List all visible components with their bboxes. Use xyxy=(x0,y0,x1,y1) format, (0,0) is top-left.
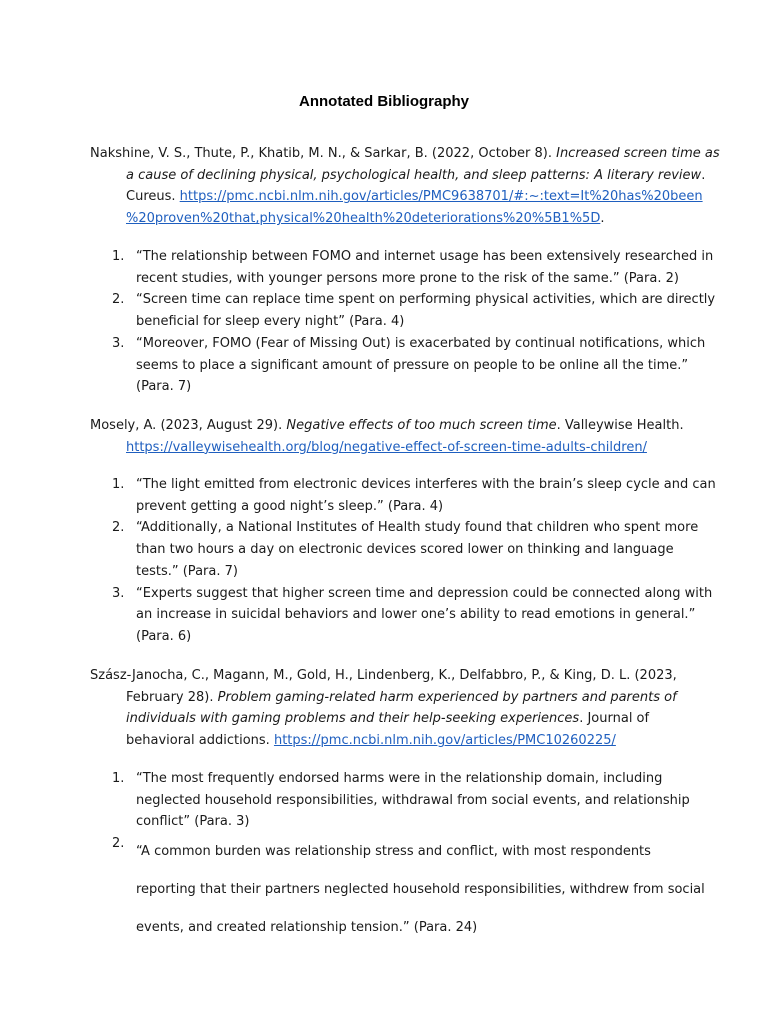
quote-text-line: recent studies, with younger persons more prone to the risk of the same.” (Para. 2) xyxy=(136,270,679,286)
quote-text-line: “Additionally, a National Institutes of Health study found that children who spent more xyxy=(136,520,699,536)
citation-title: individuals with gaming problems and their help-seeking experiences xyxy=(126,711,580,727)
quote-number: 3. xyxy=(112,585,125,601)
citation-entry-3 xyxy=(90,665,680,752)
quote-number: 1. xyxy=(112,249,125,264)
quote-text-line: “Screen time can replace time spent on performing physical activities, which are directly xyxy=(136,292,716,308)
quote-text-line: beneficial for sleep every night” (Para. 4) xyxy=(136,314,405,330)
quote-text-line: conflict” (Para. 3) xyxy=(136,814,250,830)
page-title: Annotated Bibliography xyxy=(299,93,469,110)
quote-text-line: “Moreover, FOMO (Fear of Missing Out) is exacerbated by continual notifications, which xyxy=(136,335,706,351)
citation-line xyxy=(90,687,680,709)
quote-text-line: than two hours a day on electronic devices scored lower on thinking and language xyxy=(136,542,674,558)
quote-number: 2. xyxy=(112,520,125,536)
citation-url-link[interactable]: https://pmc.ncbi.nlm.nih.gov/articles/PMC9638701/#:~:text=It%20has%20been xyxy=(179,189,703,205)
citation-text: Nakshine, V. S., Thute, P., Khatib, M. N., & Sarkar, B. (2022, October 8). xyxy=(90,146,557,161)
quote-text-line: neglected household responsibilities, withdrawal from social events, and relationship xyxy=(136,792,690,808)
quote-text-line: tests.” (Para. 7) xyxy=(136,563,238,579)
citation-line xyxy=(90,415,684,437)
citation-text: behavioral addictions. xyxy=(126,733,274,749)
quote-text-line: “A common burden was relationship stress and conflict, with most respondents xyxy=(136,844,651,860)
citation-text: . xyxy=(701,167,706,183)
citation-text: Cureus. xyxy=(126,189,180,205)
quote-item xyxy=(90,289,716,332)
quote-list-3 xyxy=(90,768,705,947)
citation-text: Szász-Janocha, C., Magann, M., Gold, H., Lindenberg, K., Delfabbro, P., & King, D. L. (2023, xyxy=(90,668,677,683)
quote-number: 3. xyxy=(112,335,125,351)
citation-entry-2 xyxy=(90,415,684,458)
quote-text-line: reporting that their partners neglected household responsibilities, withdrew from social xyxy=(136,882,705,898)
citation-line xyxy=(90,143,720,165)
quote-text-line: (Para. 7) xyxy=(136,379,192,395)
quote-text-line: “The most frequently endorsed harms were in the relationship domain, including xyxy=(136,771,663,786)
quote-text-line: prevent getting a good night’s sleep.” (Para. 4) xyxy=(136,498,444,514)
citation-line xyxy=(90,665,680,687)
quote-text-line: events, and created relationship tension.” (Para. 24) xyxy=(136,920,478,936)
citation-title: a cause of declining physical, psychological health, and sleep patterns: A literary review xyxy=(126,167,702,183)
citation-line xyxy=(90,437,680,459)
citation-text: . Valleywise Health. xyxy=(556,418,684,433)
citation-text: . xyxy=(600,211,605,227)
citation-text: Mosely, A. (2023, August 29). xyxy=(90,418,287,433)
quote-number: 2. xyxy=(112,292,125,308)
citation-line xyxy=(90,208,680,230)
quote-list-2 xyxy=(90,474,716,648)
citation-title: Negative effects of too much screen time xyxy=(286,418,557,433)
quote-text-line: (Para. 6) xyxy=(136,628,192,644)
quote-text-line: “The light emitted from electronic devices interferes with the brain’s sleep cycle and can xyxy=(136,477,716,492)
quote-item xyxy=(90,333,706,398)
citation-title: Increased screen time as xyxy=(556,146,720,161)
citation-url-link[interactable]: %20proven%20that,physical%20health%20deteriorations%20%5B1%5D xyxy=(126,211,601,227)
quote-item xyxy=(90,517,699,582)
citation-line xyxy=(90,708,680,730)
citation-url-link[interactable]: https://valleywisehealth.org/blog/negative-effect-of-screen-time-adults-children/ xyxy=(126,439,647,455)
citation-text: . Journal of xyxy=(579,711,650,727)
quote-item xyxy=(90,768,690,833)
quote-number: 1. xyxy=(112,477,125,492)
citation-url-link[interactable]: https://pmc.ncbi.nlm.nih.gov/articles/PMC10260225/ xyxy=(273,733,616,749)
citation-entry-1 xyxy=(90,143,720,230)
citation-line xyxy=(90,730,680,752)
citation-title: Problem gaming-related harm experienced by partners and parents of xyxy=(217,689,677,705)
quote-text-line: seems to place a significant amount of pressure on people to be online all the time.” xyxy=(136,357,689,373)
quote-number: 2. xyxy=(112,836,125,852)
citation-text: February 28). xyxy=(126,689,218,705)
quote-text-line: an increase in suicidal behaviors and lower one’s ability to read emotions in general.” xyxy=(136,607,696,623)
quote-text-line: “Experts suggest that higher screen time and depression could be connected along with xyxy=(136,585,713,601)
quote-item xyxy=(90,474,716,517)
quote-number: 1. xyxy=(112,771,125,786)
quote-item xyxy=(90,833,705,947)
citation-line xyxy=(90,186,703,208)
quote-text-line: “The relationship between FOMO and internet usage has been extensively researched in xyxy=(136,249,714,264)
quote-item xyxy=(90,246,714,289)
quote-list-1 xyxy=(90,246,716,398)
citation-line xyxy=(90,165,706,187)
quote-item xyxy=(90,583,713,648)
